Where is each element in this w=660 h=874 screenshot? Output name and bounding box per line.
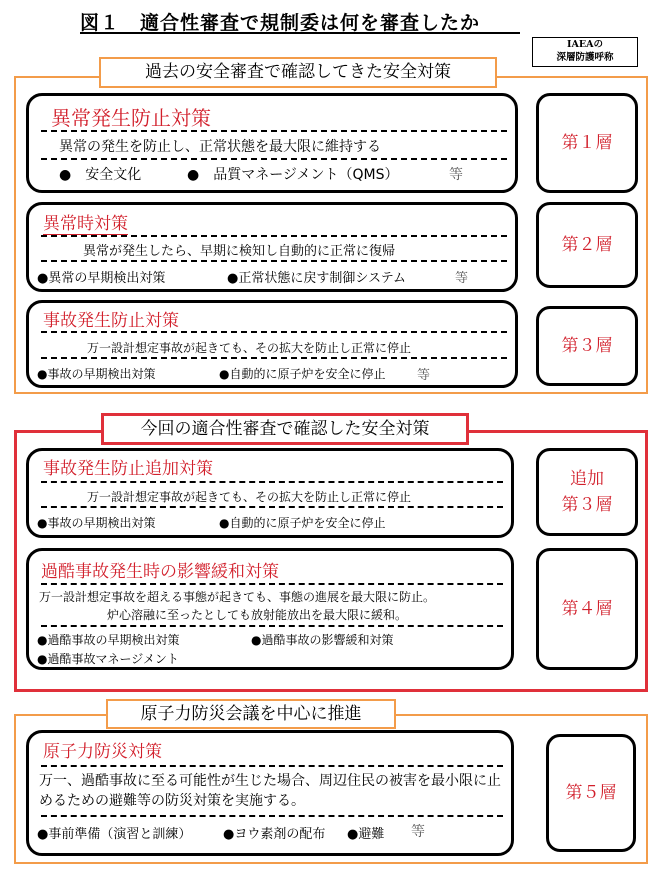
layer-label-line1: 追加 xyxy=(570,469,604,489)
section-disaster-title: 原子力防災会議を中心に推進 xyxy=(106,699,396,729)
bullet-severe-management: ●過酷事故マネージメント xyxy=(37,652,179,666)
bullet-etc: 等 xyxy=(449,167,463,183)
section-past-title: 過去の安全審査で確認してきた安全対策 xyxy=(99,57,497,88)
bullet-etc: 等 xyxy=(411,824,425,840)
bullet-preparation: ●事前準備（演習と訓練） xyxy=(37,827,192,842)
dashed-divider xyxy=(41,506,503,508)
dashed-divider xyxy=(41,481,503,483)
bullet-etc: 等 xyxy=(417,368,431,383)
bullet-auto-shutdown: ●自動的に原子炉を安全に停止 xyxy=(219,367,386,381)
bullet-accident-detection: ●事故の早期検出対策 xyxy=(37,367,156,381)
bullet-etc: 等 xyxy=(455,271,469,286)
iaea-label-line1: IAEAの xyxy=(567,39,603,50)
layer-5-label: 第５層 xyxy=(546,734,636,852)
bullet-qms: ● 品質マネージメント（QMS） xyxy=(187,167,399,183)
bullet-safety-culture: ● 安全文化 xyxy=(59,167,142,183)
layer-1-label: 第１層 xyxy=(536,93,638,193)
bullet-accident-detection: ●事故の早期検出対策 xyxy=(37,516,156,530)
figure-title: 図１ 適合性審査で規制委は何を審査したか xyxy=(80,8,520,34)
block-heading: 原子力防災対策 xyxy=(43,742,162,762)
dashed-divider xyxy=(41,815,503,817)
block-description: 万一設計想定事故が起きても、その拡大を防止し正常に停止 xyxy=(87,341,412,355)
block-heading: 異常発生防止対策 xyxy=(51,106,211,130)
block-heading: 事故発生防止追加対策 xyxy=(43,459,213,479)
block-accident-prevention xyxy=(26,300,518,388)
block-description-line2: 炉心溶融に至ったとしても放射能放出を最大限に緩和。 xyxy=(107,608,408,622)
bullet-evacuation: ●避難 xyxy=(347,827,385,842)
dashed-divider xyxy=(41,625,503,627)
block-description: 万一、過酷事故に至る可能性が生じた場合、周辺住民の被害を最小限に止めるための避難等の防災対策を実施する。 xyxy=(39,773,501,809)
layer-4-label: 第４層 xyxy=(536,548,638,670)
layer-3-additional-label xyxy=(536,448,638,536)
bullet-early-detection: ●異常の早期検出対策 xyxy=(37,271,166,286)
layer-label-line2: 第３層 xyxy=(561,495,613,515)
block-description: 異常が発生したら、早期に検知し自動的に正常に復帰 xyxy=(83,244,396,259)
block-description-line1: 万一設計想定事故を超える事態が起きても、事態の進展を最大限に防止。 xyxy=(39,590,436,604)
dashed-divider xyxy=(41,583,503,585)
bullet-severe-detection: ●過酷事故の早期検出対策 xyxy=(37,633,180,647)
section-current-title: 今回の適合性審査で確認した安全対策 xyxy=(101,413,469,445)
block-severe-accident-mitigation xyxy=(26,548,514,670)
dashed-divider xyxy=(41,260,507,262)
dashed-divider xyxy=(41,357,507,359)
dashed-divider xyxy=(41,130,507,132)
bullet-iodine: ●ヨウ素剤の配布 xyxy=(223,827,326,842)
dashed-divider xyxy=(41,765,503,767)
block-description: 異常の発生を防止し、正常状態を最大限に維持する xyxy=(59,139,381,155)
dashed-divider xyxy=(41,235,507,237)
iaea-label xyxy=(532,37,638,67)
bullet-auto-shutdown: ●自動的に原子炉を安全に停止 xyxy=(219,516,386,530)
block-nuclear-disaster-measures xyxy=(26,730,514,856)
dashed-divider xyxy=(41,158,507,160)
block-additional-accident-prevention xyxy=(26,448,514,538)
block-heading: 異常時対策 xyxy=(43,209,128,235)
bullet-control-system: ●正常状態に戻す制御システム xyxy=(227,271,407,286)
iaea-label-line2: 深層防護呼称 xyxy=(556,52,614,63)
layer-2-label: 第２層 xyxy=(536,202,638,288)
block-anomaly-response xyxy=(26,202,518,292)
block-heading: 事故発生防止対策 xyxy=(43,311,179,331)
dashed-divider xyxy=(41,331,507,333)
bullet-severe-mitigation: ●過酷事故の影響緩和対策 xyxy=(251,633,394,647)
layer-3-label: 第３層 xyxy=(536,306,638,386)
block-anomaly-prevention xyxy=(26,93,518,193)
block-description: 万一設計想定事故が起きても、その拡大を防止し正常に停止 xyxy=(87,490,412,504)
block-heading: 過酷事故発生時の影響緩和対策 xyxy=(41,562,279,582)
